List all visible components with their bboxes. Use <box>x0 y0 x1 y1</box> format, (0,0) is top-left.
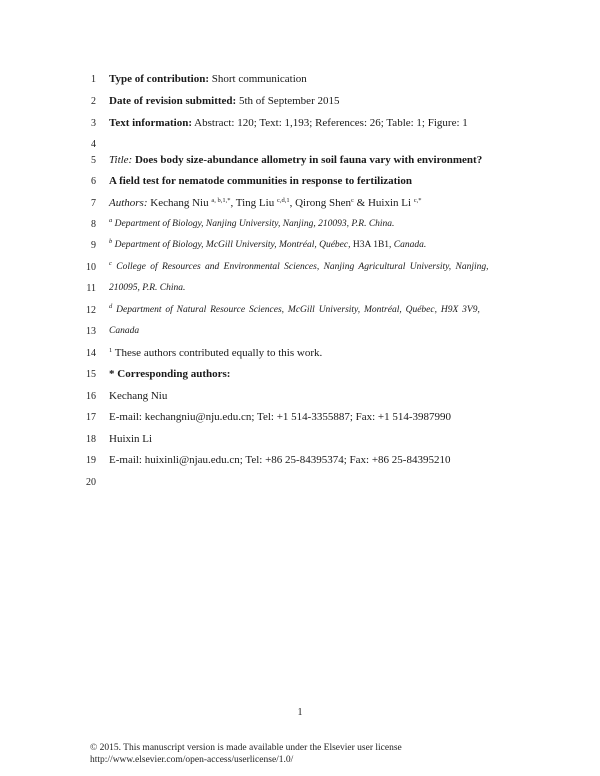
contribution-type-label: Type of contribution: <box>109 73 210 85</box>
title-text: Does body size-abundance allometry in soil fauna vary with environment? <box>132 154 483 166</box>
line-number: 16 <box>86 391 96 402</box>
line-number: 5 <box>91 155 96 166</box>
line-number: 15 <box>86 369 96 380</box>
manuscript-line-7 <box>0 195 600 215</box>
text-information-value: Abstract: 120; Text: 1,193; References: 26; Table: 1; Figure: 1 <box>192 117 468 129</box>
manuscript-line-5 <box>0 152 600 172</box>
footnote-text: These authors contributed equally to this work. <box>112 347 323 359</box>
author-2-affiliation: c,d,1 <box>276 197 290 204</box>
author-3: , Qirong Shen <box>289 197 352 209</box>
line-number: 14 <box>86 348 96 359</box>
authors-label: Authors: <box>109 197 148 209</box>
text-information-label: Text information: <box>109 117 193 129</box>
manuscript-line-20 <box>0 474 600 494</box>
affiliation-text: Department of Biology, McGill University, Montréal, Québec, <box>112 240 351 250</box>
line-number: 13 <box>86 326 96 337</box>
manuscript-line-3 <box>0 115 600 135</box>
affiliation-text: Department of Biology, Nanjing University, Nanjing, 210093, P.R. China. <box>112 219 395 229</box>
manuscript-line-8 <box>0 216 600 236</box>
revision-date-label: Date of revision submitted: <box>109 95 237 107</box>
revision-date-value: 5th of September 2015 <box>236 95 340 107</box>
affiliation-b <box>109 237 504 253</box>
contribution-type <box>109 71 504 87</box>
corresponding-author-2-contact: E-mail: huixinli@njau.edu.cn; Tel: +86 25-84395374; Fax: +86 25-84395210 <box>109 454 451 466</box>
affiliation-c-continuation: 210095, P.R. China. <box>109 283 186 293</box>
line-number: 8 <box>91 219 96 230</box>
manuscript-line-1 <box>0 71 600 91</box>
line-number: 17 <box>86 412 96 423</box>
manuscript-line-9 <box>0 237 600 257</box>
author-4: & Huixin Li <box>353 197 414 209</box>
manuscript-line-17 <box>0 409 600 429</box>
affiliation-marker: d <box>109 303 113 310</box>
manuscript-line-15 <box>0 366 600 386</box>
author-2: , Ting Liu <box>230 197 277 209</box>
corresponding-authors-heading: * Corresponding authors: <box>109 368 231 380</box>
manuscript-line-19 <box>0 452 600 472</box>
line-number: 9 <box>91 240 96 251</box>
affiliation-marker: c <box>109 260 112 267</box>
postal-code: H3A 1B1, <box>350 240 392 250</box>
manuscript-line-16 <box>0 388 600 408</box>
affiliation-text: College of Resources and Environmental Sciences, Nanjing Agricultural University, Nanjing, <box>111 262 489 272</box>
affiliation-marker: a <box>109 217 113 224</box>
line-number: 7 <box>91 198 96 209</box>
paper-title <box>109 152 504 168</box>
license-url: http://www.elsevier.com/open-access/userlicense/1.0/ <box>90 755 294 765</box>
author-list <box>109 195 504 211</box>
equal-contribution-note <box>109 345 504 361</box>
line-number: 20 <box>86 477 96 488</box>
affiliation-d-continuation: Canada <box>109 326 140 336</box>
affiliation-text: Department of Natural Resource Sciences, McGill University, Montréal, Québec, H9X 3V9, <box>112 305 480 315</box>
manuscript-line-13 <box>0 323 600 343</box>
line-number: 1 <box>91 74 96 85</box>
line-number: 3 <box>91 118 96 129</box>
text-information <box>109 115 504 131</box>
corresponding-author-1-contact: E-mail: kechangniu@nju.edu.cn; Tel: +1 514-3355887; Fax: +1 514-3987990 <box>109 411 452 423</box>
affiliation-a <box>109 216 504 232</box>
license-notice <box>90 742 402 766</box>
author-1: Kechang Niu <box>147 197 212 209</box>
line-number: 12 <box>86 305 96 316</box>
line-number: 4 <box>91 139 96 150</box>
author-1-affiliation: a, b,1,* <box>211 197 231 204</box>
author-3-affiliation: c <box>351 197 354 204</box>
line-number: 19 <box>86 455 96 466</box>
manuscript-line-11 <box>0 280 600 300</box>
author-4-affiliation: c,* <box>413 197 422 204</box>
page-number: 1 <box>297 707 303 718</box>
title-continuation: A field test for nematode communities in response to fertilization <box>109 175 412 187</box>
line-number: 10 <box>86 262 96 273</box>
revision-date <box>109 93 504 109</box>
line-number: 18 <box>86 434 96 445</box>
title-label: Title: <box>109 154 133 166</box>
manuscript-line-18 <box>0 431 600 451</box>
manuscript-line-10 <box>0 259 600 279</box>
corresponding-author-2: Huixin Li <box>109 433 153 445</box>
corresponding-author-1: Kechang Niu <box>109 390 168 402</box>
line-number: 2 <box>91 96 96 107</box>
manuscript-line-6 <box>0 173 600 193</box>
manuscript-line-2 <box>0 93 600 113</box>
line-number: 6 <box>91 176 96 187</box>
manuscript-line-12 <box>0 302 600 322</box>
line-number: 11 <box>86 283 96 294</box>
manuscript-line-14 <box>0 345 600 365</box>
affiliation-marker: b <box>109 238 113 245</box>
affiliation-d <box>109 302 504 318</box>
affiliation-country: Canada. <box>391 240 427 250</box>
contribution-type-value: Short communication <box>209 73 307 85</box>
license-text: © 2015. This manuscript version is made available under the Elsevier user license <box>90 743 402 753</box>
footnote-marker: 1 <box>109 347 113 354</box>
affiliation-c <box>109 259 504 275</box>
